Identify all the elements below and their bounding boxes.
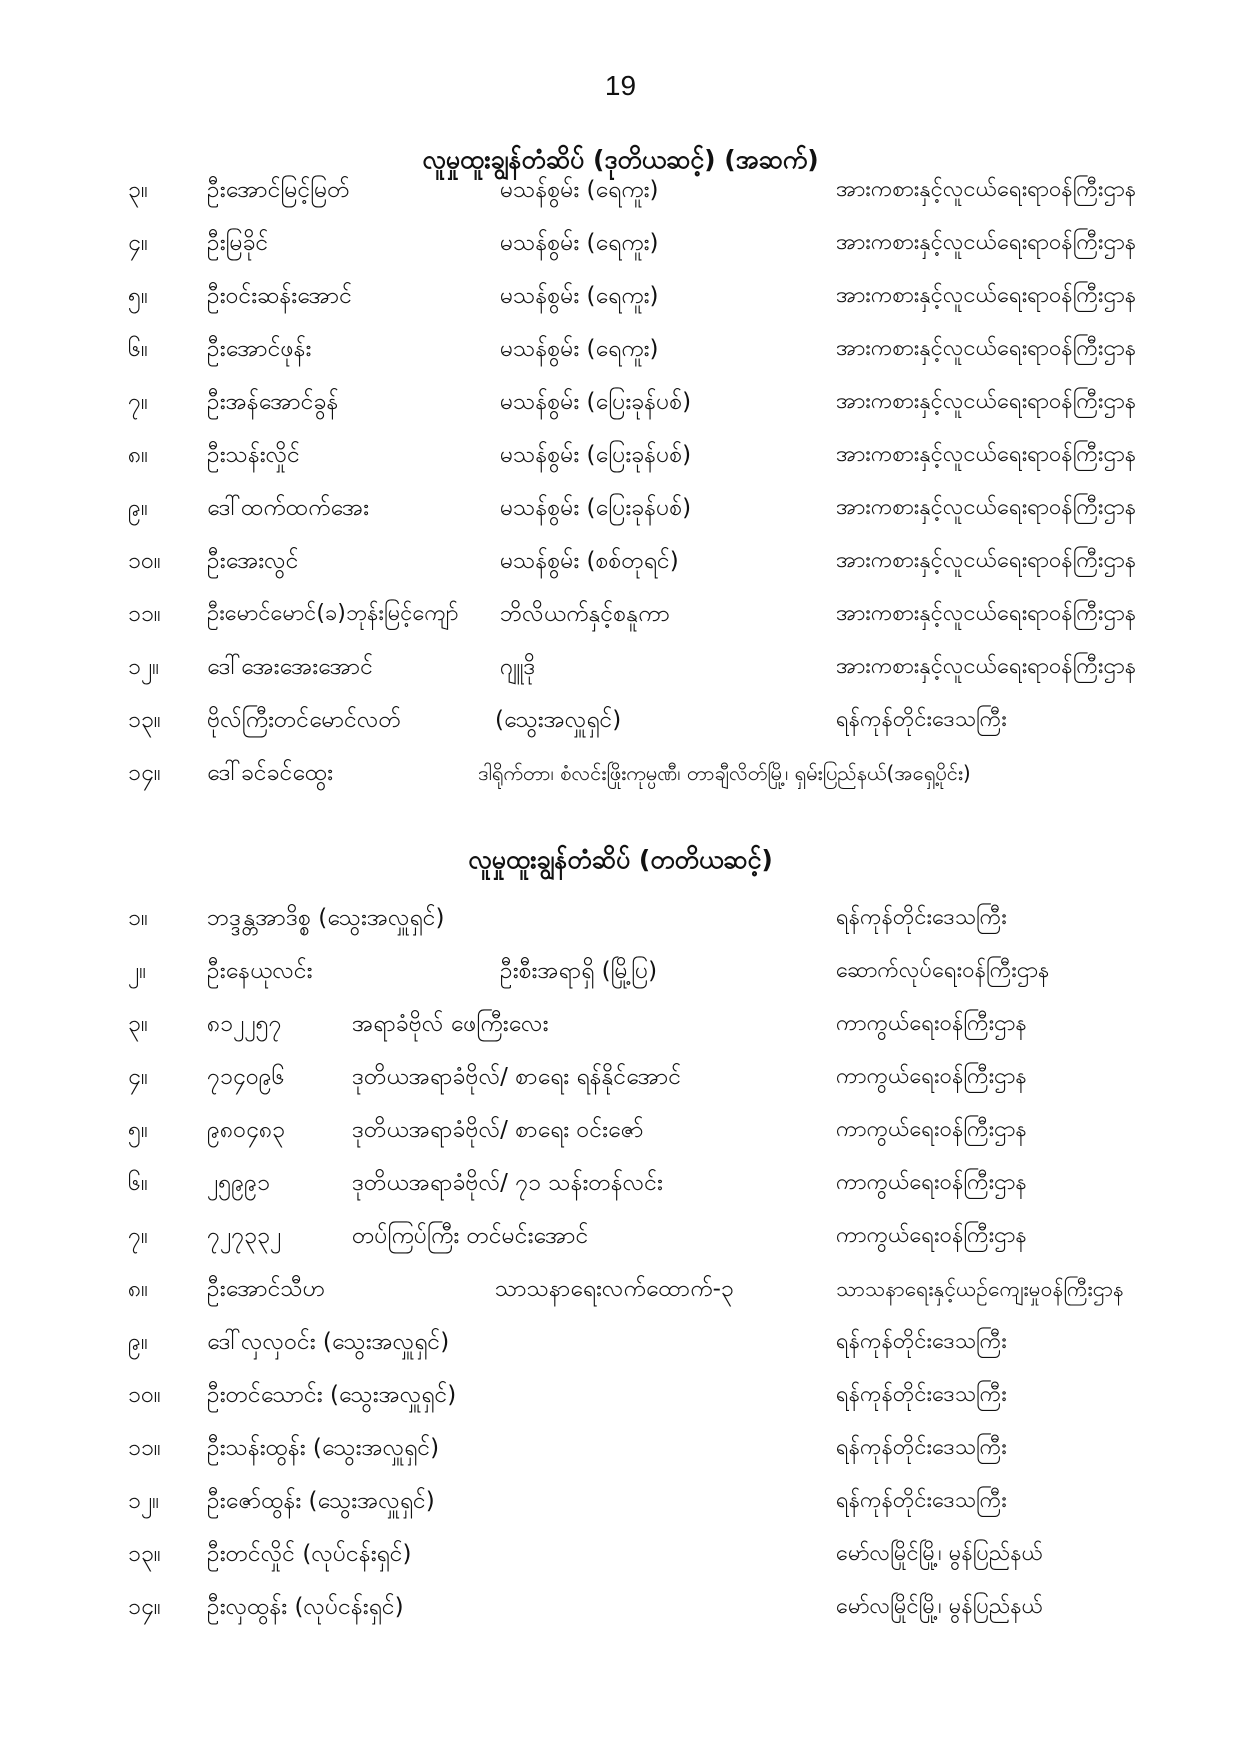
- section-title-third-grade: လူမှုထူးချွန်တံဆိပ် (တတိယဆင့်): [468, 845, 773, 874]
- awardee-position: မသန်စွမ်း (ရေကူး): [500, 177, 659, 203]
- section-title-second-grade: လူမှုထူးချွန်တံဆိပ် (ဒုတိယဆင့်) (အဆက်): [422, 145, 819, 174]
- row-number: ၇။: [128, 389, 148, 415]
- awardee-ministry: သာသနာရေးနှင့်ယဉ်ကျေးမှုဝန်ကြီးဌာန: [836, 1277, 1124, 1301]
- awardee-rank-name: ဒုတိယအရာခံဗိုလ်/ စာရေး ရန်နိုင်အောင်: [352, 1064, 682, 1090]
- row-number: ၃။: [128, 1011, 148, 1037]
- awardee-name: ဦးမြခိုင်: [207, 230, 269, 256]
- awardee-ministry: အားကစားနှင့်လူငယ်ရေးရာဝန်ကြီးဌာန: [836, 177, 1137, 202]
- row-number: ၁၄။: [128, 760, 161, 786]
- table-row: [0, 170, 1241, 210]
- awardee-ministry: မော်လမြိုင်မြို့၊ မွန်ပြည်နယ်: [836, 1594, 1043, 1619]
- table-row: [0, 1110, 1241, 1150]
- row-number: ၅။: [128, 1117, 148, 1143]
- awardee-rank-name: တပ်ကြပ်ကြီး တင်မင်းအောင်: [352, 1223, 589, 1249]
- awardee-rank-name: ဒုတိယအရာခံဗိုလ်/ စာရေး ဝင်းဇော်: [352, 1117, 644, 1143]
- awardee-ministry: ရန်ကုန်တိုင်းဒေသကြီး: [836, 1488, 1007, 1513]
- awardee-ministry: ရန်ကုန်တိုင်းဒေသကြီး: [836, 905, 1007, 930]
- row-number: ၉။: [128, 495, 148, 521]
- awardee-position: မသန်စွမ်း (ရေကူး): [500, 283, 659, 309]
- awardee-name: ဒေါ်ခင်ခင်ထွေး: [207, 760, 333, 786]
- row-number: ၈။: [128, 1276, 149, 1302]
- row-number: ၁၄။: [128, 1594, 161, 1620]
- awardee-position: မသန်စွမ်း (ရေကူး): [500, 336, 659, 362]
- awardee-name: ဦးမောင်မောင်(ခ)ဘုန်းမြင့်ကျော်: [207, 601, 459, 626]
- awardee-name: ဘဒ္ဒန္တအာဒိစ္စ (သွေးအလှူရှင်): [207, 905, 445, 931]
- awardee-ministry: ရန်ကုန်တိုင်းဒေသကြီး: [836, 1435, 1007, 1460]
- awardee-ministry: ကာကွယ်ရေးဝန်ကြီးဌာန: [836, 1223, 1027, 1248]
- awardee-name: ဦးတင်လှိုင် (လုပ်ငန်းရှင်): [207, 1541, 412, 1567]
- awardee-rank-name: အရာခံဗိုလ် ဖေကြီးလေး: [352, 1011, 549, 1037]
- awardee-name: ဒေါ်လှလှဝင်း (သွေးအလှူရှင်): [207, 1329, 450, 1355]
- row-number: ၄။: [128, 1064, 148, 1090]
- awardee-rank-name: ဒုတိယအရာခံဗိုလ်/ ၇၁ သန်းတန်လင်း: [352, 1170, 663, 1196]
- row-number: ၁၂။: [128, 1488, 160, 1514]
- awardee-name: ဦးအောင်ဖုန်း: [207, 336, 312, 362]
- awardee-position: ဘိလိယက်နှင့်စနူကာ: [500, 601, 670, 627]
- awardee-ministry: အားကစားနှင့်လူငယ်ရေးရာဝန်ကြီးဌာန: [836, 283, 1137, 308]
- awardee-position: မသန်စွမ်း (ပြေးခုန်ပစ်): [500, 389, 692, 415]
- awardee-ministry: အားကစားနှင့်လူငယ်ရေးရာဝန်ကြီးဌာန: [836, 336, 1137, 361]
- row-number: ၂။: [128, 958, 147, 984]
- table-row: [0, 1216, 1241, 1256]
- row-number: ၁၀။: [128, 1382, 161, 1408]
- table-row: [0, 898, 1241, 938]
- awardee-ministry: အားကစားနှင့်လူငယ်ရေးရာဝန်ကြီးဌာန: [836, 495, 1137, 520]
- table-row: [0, 1269, 1241, 1309]
- table-row: [0, 488, 1241, 528]
- page-number: 19: [604, 70, 637, 101]
- awardee-ministry: ကာကွယ်ရေးဝန်ကြီးဌာန: [836, 1170, 1027, 1195]
- awardee-name: ဦးသန်းထွန်း (သွေးအလှူရှင်): [207, 1435, 440, 1461]
- table-row: [0, 276, 1241, 316]
- awardee-ministry: ရန်ကုန်တိုင်းဒေသကြီး: [836, 707, 1007, 732]
- awardee-position: သာသနာရေးလက်ထောက်-၃: [495, 1276, 734, 1302]
- table-row: [0, 1481, 1241, 1521]
- awardee-ministry: အားကစားနှင့်လူငယ်ရေးရာဝန်ကြီးဌာန: [836, 230, 1137, 255]
- awardee-ministry: အားကစားနှင့်လူငယ်ရေးရာဝန်ကြီးဌာန: [836, 601, 1137, 626]
- table-row: [0, 1163, 1241, 1203]
- table-row: [0, 753, 1241, 793]
- row-number: ၁၁။: [128, 1435, 161, 1461]
- awardee-position: (သွေးအလှူရှင်): [495, 707, 622, 733]
- table-row: [0, 700, 1241, 740]
- table-row: [0, 1428, 1241, 1468]
- service-number: ၈၁၂၂၅၇: [207, 1011, 282, 1037]
- row-number: ၈။: [128, 442, 149, 468]
- row-number: ၆။: [128, 336, 148, 362]
- awardee-name: ဗိုလ်ကြီးတင်မောင်လတ်: [207, 707, 401, 733]
- row-number: ၅။: [128, 283, 148, 309]
- table-row: [0, 382, 1241, 422]
- table-row: [0, 329, 1241, 369]
- awardee-name: ဦးနေယုလင်း: [207, 958, 313, 984]
- awardee-name: ဦးအေးလွင်: [207, 548, 299, 574]
- table-row: [0, 594, 1241, 634]
- awardee-position: မသန်စွမ်း (ပြေးခုန်ပစ်): [500, 442, 692, 468]
- row-number: ၁။: [128, 905, 148, 931]
- table-row: [0, 1587, 1241, 1627]
- awardee-ministry: ဆောက်လုပ်ရေးဝန်ကြီးဌာန: [836, 958, 1050, 983]
- row-number: ၁၁။: [128, 601, 161, 627]
- awardee-position: မသန်စွမ်း (ရေကူး): [500, 230, 659, 256]
- awardee-ministry: ရန်ကုန်တိုင်းဒေသကြီး: [836, 1329, 1007, 1354]
- awardee-position: မသန်စွမ်း (စစ်တုရင်): [500, 548, 679, 574]
- awardee-ministry: အားကစားနှင့်လူငယ်ရေးရာဝန်ကြီးဌာန: [836, 654, 1137, 679]
- awardee-ministry: ကာကွယ်ရေးဝန်ကြီးဌာန: [836, 1011, 1027, 1036]
- awardee-name: ဦးလှထွန်း (လုပ်ငန်းရှင်): [207, 1594, 404, 1620]
- awardee-name: ဦးတင်သောင်း (သွေးအလှူရှင်): [207, 1382, 457, 1408]
- table-row: [0, 1057, 1241, 1097]
- awardee-name: ဒေါ်အေးအေးအောင်: [207, 654, 373, 680]
- row-number: ၄။: [128, 230, 148, 256]
- row-number: ၉။: [128, 1329, 148, 1355]
- row-number: ၁၃။: [128, 707, 161, 733]
- awardee-name: ဦးအန်အောင်ခွန်: [207, 389, 339, 415]
- table-row: [0, 647, 1241, 687]
- row-number: ၁၀။: [128, 548, 161, 574]
- service-number: ၉၈၀၄၈၃: [207, 1117, 286, 1143]
- awardee-name: ဦးဇော်ထွန်း (သွေးအလှူရှင်): [207, 1488, 435, 1514]
- row-number: ၁၂။: [128, 654, 160, 680]
- awardee-detail: ဒါရိုက်တာ၊ စံလင်းဖြိုးကုမ္ပဏီ၊ တာချီလိတ်မြို့၊ ရှမ်းပြည်နယ်(အရှေ့ပိုင်း): [478, 761, 971, 785]
- awardee-ministry: အားကစားနှင့်လူငယ်ရေးရာဝန်ကြီးဌာန: [836, 389, 1137, 414]
- service-number: ၂၅၉၉၁: [207, 1170, 271, 1196]
- awardee-ministry: ကာကွယ်ရေးဝန်ကြီးဌာန: [836, 1064, 1027, 1089]
- row-number: ၁၃။: [128, 1541, 161, 1567]
- awardee-position: ဦးစီးအရာရှိ (မြို့ပြ): [500, 958, 658, 984]
- awardee-name: ဦးဝင်းဆန်းအောင်: [207, 283, 353, 309]
- service-number: ၇၁၄၀၉၆: [207, 1064, 285, 1090]
- row-number: ၇။: [128, 1223, 148, 1249]
- table-row: [0, 1375, 1241, 1415]
- row-number: ၃။: [128, 177, 148, 203]
- table-row: [0, 1004, 1241, 1044]
- service-number: ၇၂၇၃၃၂: [207, 1223, 282, 1249]
- table-row: [0, 435, 1241, 475]
- table-row: [0, 1534, 1241, 1574]
- awardee-ministry: ကာကွယ်ရေးဝန်ကြီးဌာန: [836, 1117, 1027, 1142]
- awardee-position: ဂျူဒို: [500, 654, 536, 680]
- awardee-position: မသန်စွမ်း (ပြေးခုန်ပစ်): [500, 495, 692, 521]
- awardee-ministry: အားကစားနှင့်လူငယ်ရေးရာဝန်ကြီးဌာန: [836, 442, 1137, 467]
- row-number: ၆။: [128, 1170, 148, 1196]
- awardee-name: ဒေါ်ထက်ထက်အေး: [207, 495, 369, 521]
- table-row: [0, 951, 1241, 991]
- awardee-name: ဦးအောင်မြင့်မြတ်: [207, 177, 350, 203]
- table-row: [0, 541, 1241, 581]
- awardee-name: ဦးအောင်သီဟ: [207, 1276, 326, 1302]
- awardee-ministry: အားကစားနှင့်လူငယ်ရေးရာဝန်ကြီးဌာန: [836, 548, 1137, 573]
- awardee-name: ဦးသန်းလှိုင်: [207, 442, 300, 468]
- table-row: [0, 223, 1241, 263]
- awardee-ministry: မော်လမြိုင်မြို့၊ မွန်ပြည်နယ်: [836, 1541, 1043, 1566]
- awardee-ministry: ရန်ကုန်တိုင်းဒေသကြီး: [836, 1382, 1007, 1407]
- table-row: [0, 1322, 1241, 1362]
